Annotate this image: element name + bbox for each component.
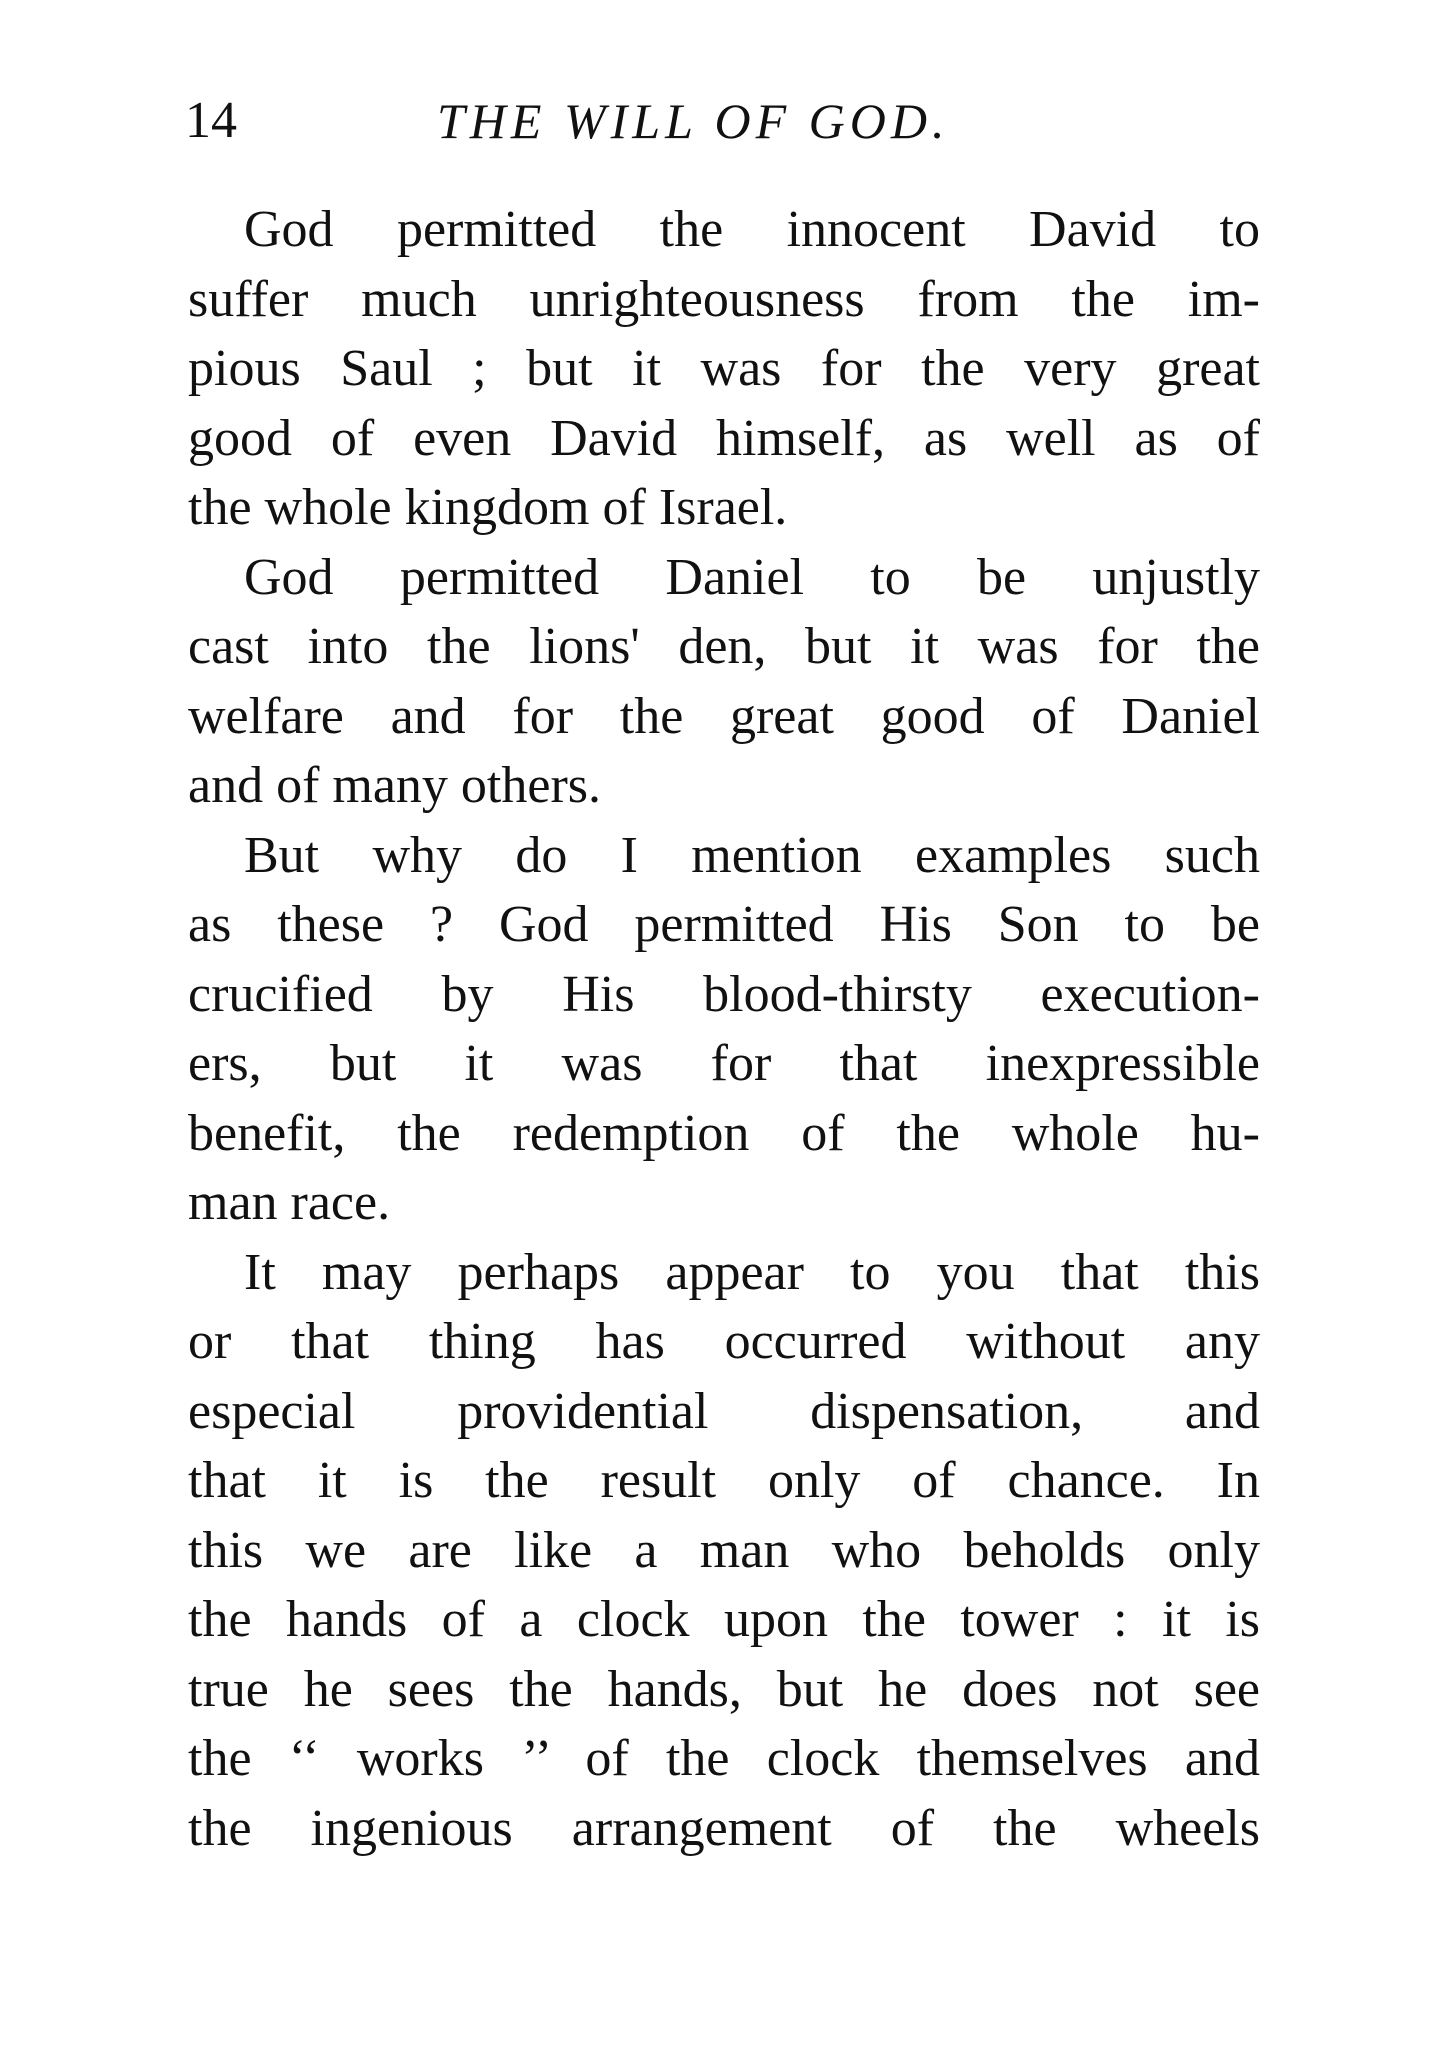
paragraph-2 xyxy=(188,543,1260,821)
text-line: and of many others. xyxy=(188,757,602,814)
text-line: this we are like a man who beholds only xyxy=(188,1521,1260,1579)
text-line: welfare and for the great good of Daniel xyxy=(188,687,1260,745)
page-number: 14 xyxy=(185,92,237,149)
text-line: benefit, the redemption of the whole hu- xyxy=(188,1104,1260,1162)
text-line: man race. xyxy=(188,1174,391,1231)
text-line: the whole kingdom of Israel. xyxy=(188,479,788,536)
text-line: crucified by His blood-thirsty execution- xyxy=(188,965,1260,1023)
text-line: that it is the result only of chance. In xyxy=(188,1452,1260,1509)
running-title: THE WILL OF GOD. xyxy=(437,93,950,149)
text-line: It may perhaps appear to you that this xyxy=(244,1243,1260,1301)
text-line: God permitted Daniel to be unjustly xyxy=(244,548,1260,606)
text-line: cast into the lions' den, but it was for the xyxy=(188,618,1260,675)
running-head xyxy=(185,86,1265,156)
text-line: the ‘‘ works ’’ of the clock themselves and xyxy=(188,1730,1260,1787)
text-line: especial providential dispensation, and xyxy=(188,1382,1260,1440)
text-line: as these ? God permitted His Son to be xyxy=(188,896,1260,953)
paragraph-1 xyxy=(188,195,1260,543)
text-line: the hands of a clock upon the tower : it is xyxy=(188,1591,1260,1648)
text-line: But why do I mention examples such xyxy=(244,826,1260,884)
text-line: good of even David himself, as well as of xyxy=(188,409,1260,467)
text-line: God permitted the innocent David to xyxy=(244,201,1260,258)
body-text xyxy=(188,195,1260,1863)
text-line: pious Saul ; but it was for the very great xyxy=(188,340,1260,397)
text-line: suffer much unrighteousness from the im- xyxy=(188,270,1260,328)
text-line: ers, but it was for that inexpressible xyxy=(188,1035,1260,1092)
paragraph-3 xyxy=(188,821,1260,1238)
paragraph-4 xyxy=(188,1238,1260,1864)
text-line: the ingenious arrangement of the wheels xyxy=(188,1799,1260,1857)
text-line: true he sees the hands, but he does not see xyxy=(188,1660,1260,1718)
text-line: or that thing has occurred without any xyxy=(188,1313,1260,1370)
